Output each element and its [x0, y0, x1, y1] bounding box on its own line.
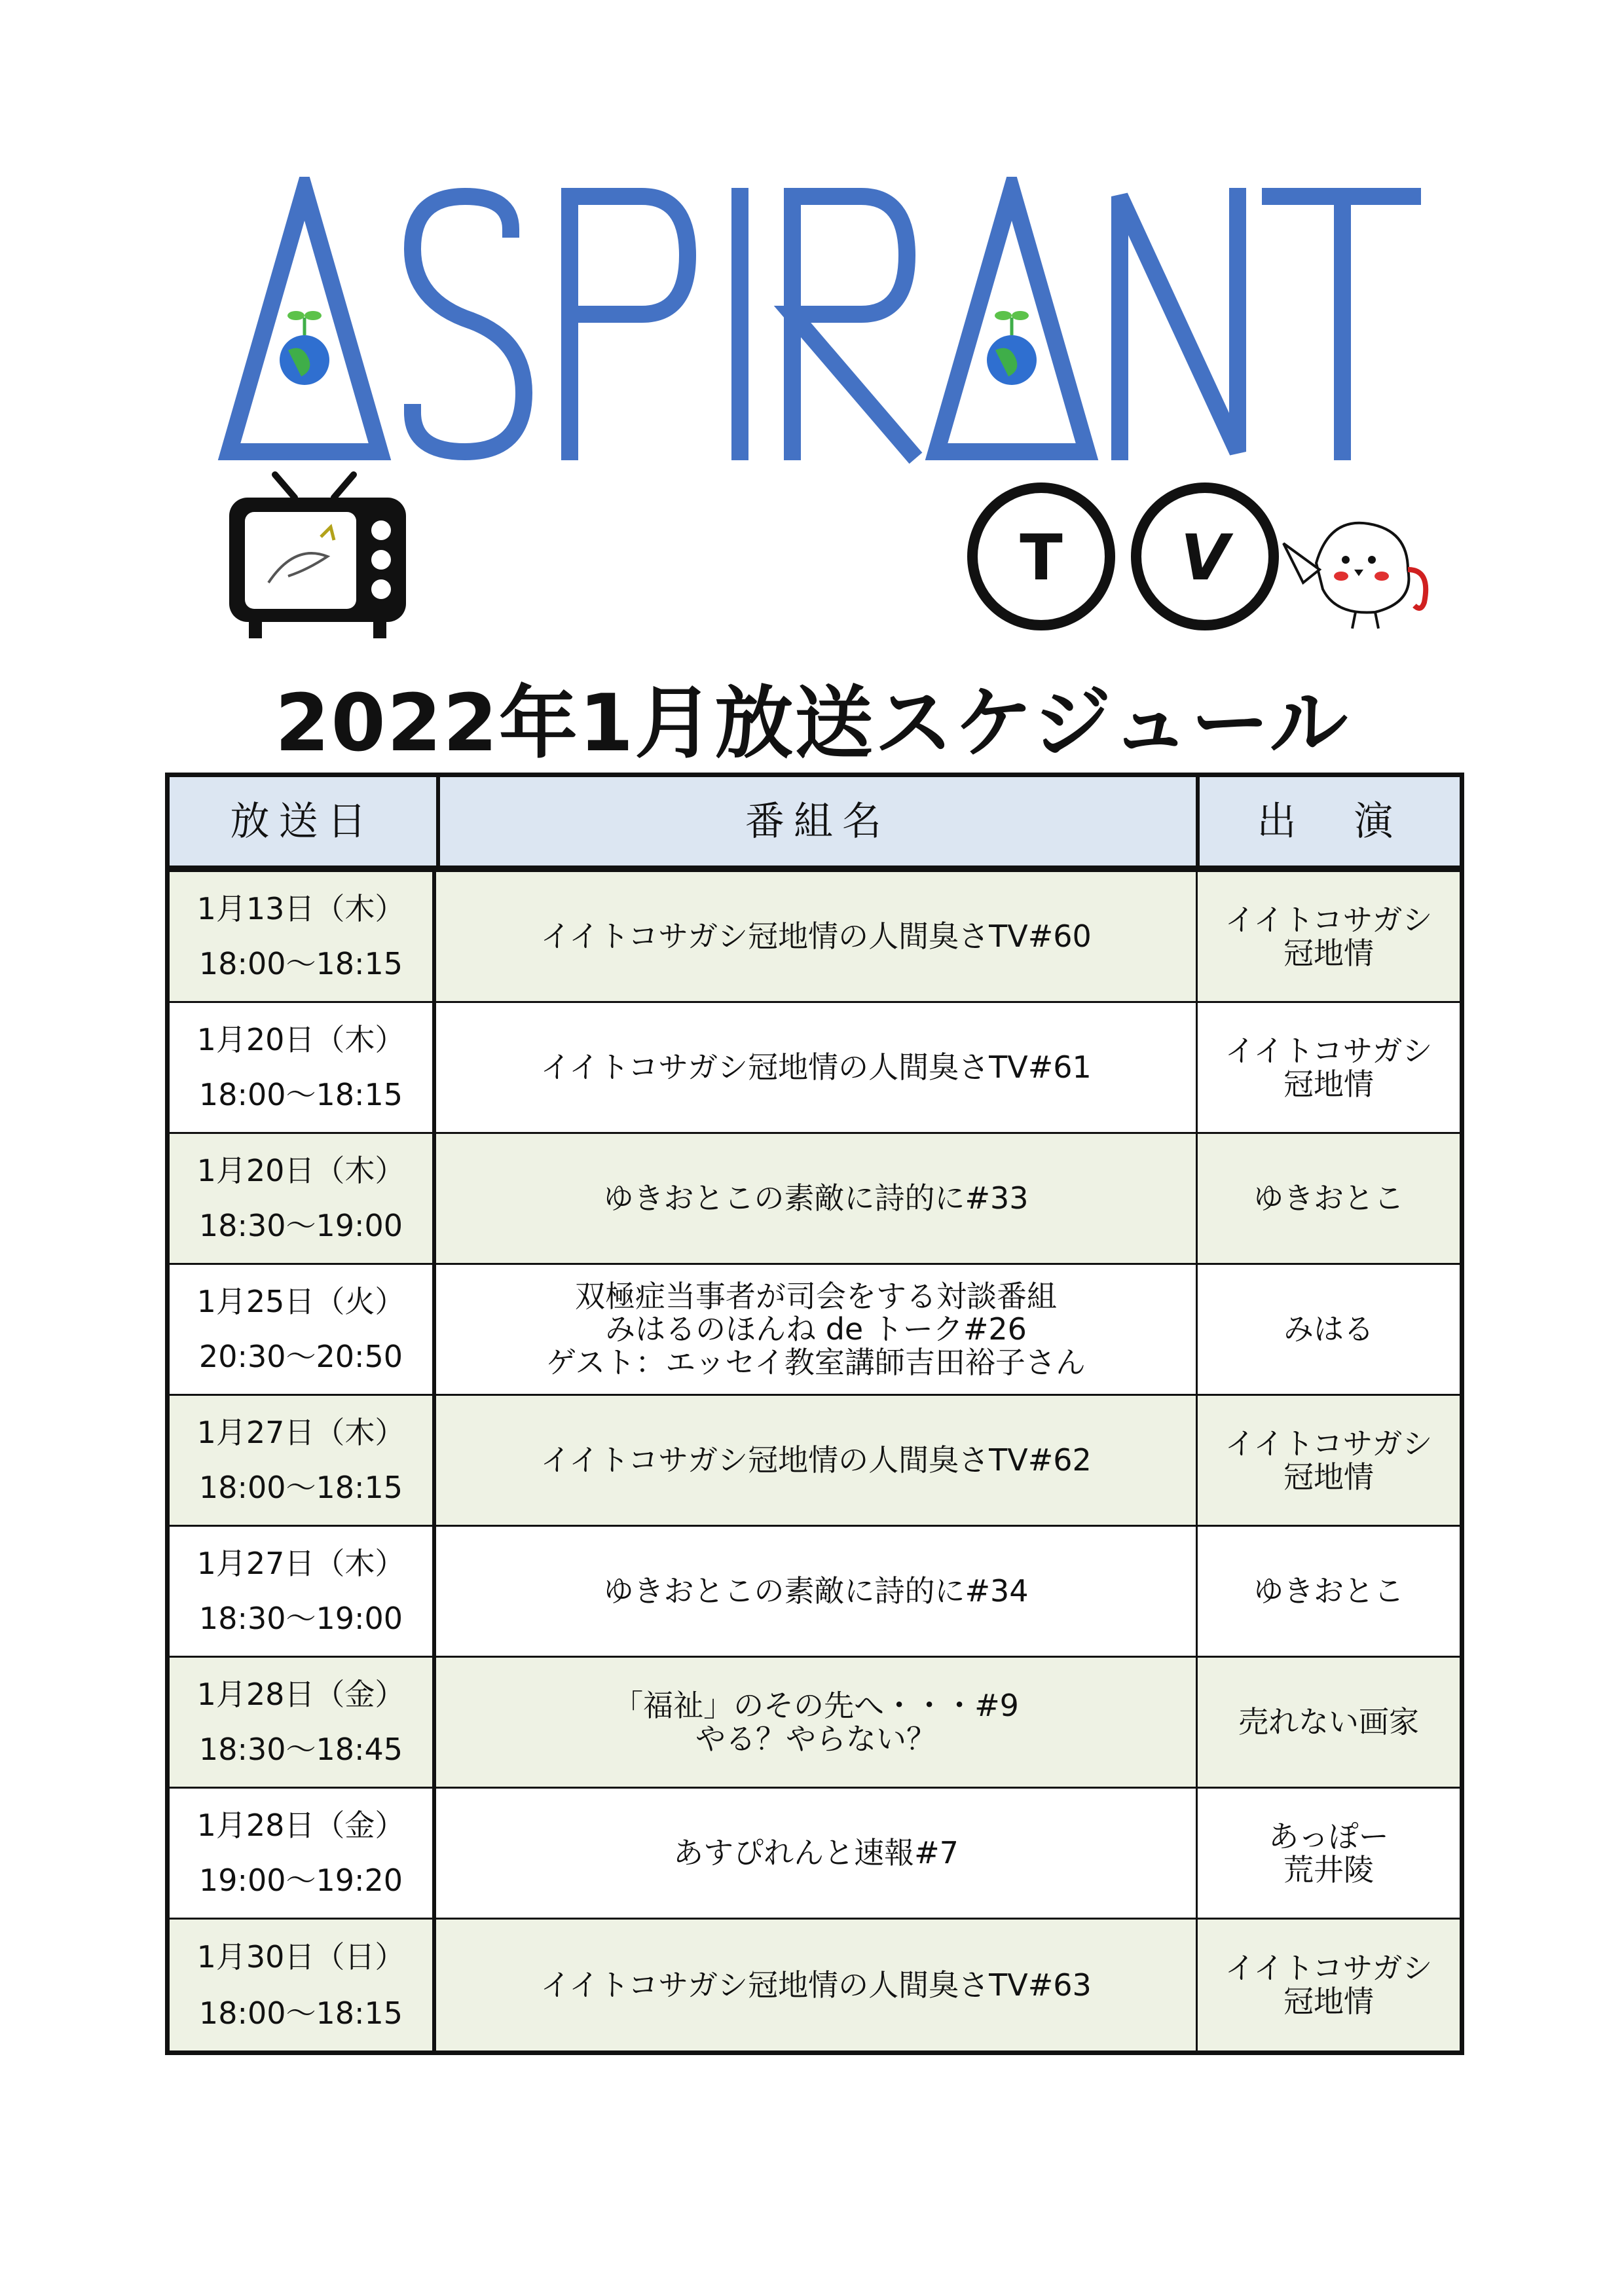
aspirant-wordmark [216, 177, 1421, 465]
cast-cell [1196, 872, 1460, 1001]
header-program: 番組名 [436, 777, 1196, 866]
program-name-line: イイトコサガシ冠地情の人間臭さTV#62 [540, 1442, 1092, 1478]
cast-name-line: 売れない画家 [1238, 1704, 1419, 1740]
globe-sprout-icon [280, 311, 329, 385]
cast-name-line: イイトコサガシ [1225, 1032, 1433, 1068]
program-name-line: 双極症当事者が司会をする対談番組 [575, 1278, 1057, 1314]
cast-name-line: 冠地情 [1283, 1984, 1374, 2019]
tv-set-icon [223, 471, 413, 642]
cast-name-line: イイトコサガシ [1225, 1950, 1433, 1986]
broadcast-date-cell [170, 1134, 436, 1263]
cast-cell [1196, 1920, 1460, 2050]
broadcast-time: 18:30〜19:00 [198, 1208, 403, 1244]
program-name-cell [436, 1003, 1196, 1132]
program-name-cell [436, 1658, 1196, 1787]
program-name-cell [436, 1265, 1196, 1394]
program-name-line: イイトコサガシ冠地情の人間臭さTV#60 [540, 919, 1092, 955]
broadcast-date-cell [170, 1920, 436, 2050]
program-name-cell [436, 1396, 1196, 1525]
cast-name-line: 冠地情 [1283, 1459, 1374, 1495]
aspirant-logo [216, 177, 1421, 465]
white-bird-icon [1283, 523, 1426, 629]
program-name-line: みはるのほんね de トーク#26 [605, 1311, 1027, 1347]
table-row [170, 1003, 1460, 1134]
table-row [170, 1789, 1460, 1920]
broadcast-time: 19:00〜19:20 [198, 1863, 403, 1899]
broadcast-time: 18:00〜18:15 [198, 946, 403, 982]
table-row [170, 1658, 1460, 1789]
cast-cell [1196, 1658, 1460, 1787]
table-row [170, 1527, 1460, 1658]
cast-name-line: イイトコサガシ [1225, 902, 1433, 938]
table-row [170, 1920, 1460, 2050]
logo-letter-t: T [1020, 521, 1063, 594]
program-name-cell [436, 1789, 1196, 1918]
cast-cell [1196, 1003, 1460, 1132]
broadcast-date-cell [170, 1396, 436, 1525]
broadcast-date-cell [170, 872, 436, 1001]
program-name-line: 「福祉」のその先へ・・・#9 [613, 1687, 1019, 1723]
program-name-cell [436, 872, 1196, 1001]
tv-badge [963, 471, 1434, 642]
cast-name-line: 荒井陵 [1283, 1851, 1374, 1887]
broadcast-time: 18:00〜18:15 [198, 1470, 403, 1506]
broadcast-date-cell [170, 1265, 436, 1394]
schedule-table [165, 773, 1464, 2055]
broadcast-date: 1月30日（日） [196, 1939, 405, 1975]
cast-cell [1196, 1265, 1460, 1394]
broadcast-date: 1月20日（木） [196, 1021, 405, 1057]
broadcast-time: 18:30〜18:45 [198, 1732, 403, 1768]
cast-name-line: イイトコサガシ [1225, 1425, 1433, 1461]
header-cast: 出 演 [1196, 777, 1460, 866]
broadcast-time: 18:30〜19:00 [198, 1601, 403, 1637]
header-date: 放送日 [230, 798, 376, 845]
table-row [170, 1265, 1460, 1396]
table-row [170, 872, 1460, 1003]
cast-name-line: あっぽー [1268, 1818, 1389, 1854]
program-name-line: イイトコサガシ冠地情の人間臭さTV#61 [540, 1049, 1092, 1085]
program-name-line: やる？やらない？ [695, 1721, 936, 1757]
broadcast-date: 1月27日（木） [196, 1414, 405, 1450]
cast-cell [1196, 1789, 1460, 1918]
page-title: 2022年1月放送スケジュール [274, 678, 1350, 769]
table-row [170, 1134, 1460, 1265]
broadcast-date: 1月13日（木） [196, 890, 405, 926]
broadcast-time: 18:00〜18:15 [198, 1077, 403, 1113]
cast-name-line: みはる [1283, 1311, 1374, 1347]
broadcast-date: 1月28日（金） [196, 1807, 405, 1843]
broadcast-date: 1月27日（木） [196, 1545, 405, 1581]
broadcast-date: 1月28日（金） [196, 1676, 405, 1712]
broadcast-date: 1月20日（木） [196, 1152, 405, 1188]
broadcast-date: 1月25日（火） [196, 1283, 405, 1319]
broadcast-date-cell [170, 1003, 436, 1132]
program-name-cell [436, 1920, 1196, 2050]
table-row [170, 1396, 1460, 1527]
cast-cell [1196, 1396, 1460, 1525]
logo-letter-v: V [1180, 521, 1230, 594]
cast-cell [1196, 1527, 1460, 1656]
program-name-line: ゆきおとこの素敵に詩的に#33 [603, 1180, 1029, 1216]
broadcast-date-cell [170, 1658, 436, 1787]
cast-name-line: 冠地情 [1283, 1066, 1374, 1102]
globe-sprout-icon [987, 311, 1037, 385]
program-name-line: あすぴれんと速報#7 [673, 1835, 959, 1871]
program-name-line: イイトコサガシ冠地情の人間臭さTV#63 [540, 1967, 1092, 2003]
program-name-cell [436, 1134, 1196, 1263]
program-name-line: ゲスト：エッセイ教室講師吉田裕子さん [546, 1344, 1086, 1380]
broadcast-date-cell [170, 1789, 436, 1918]
broadcast-date-cell [170, 1527, 436, 1656]
cast-name-line: ゆきおとこ [1253, 1573, 1404, 1609]
cast-cell [1196, 1134, 1460, 1263]
table-header-row [170, 777, 1460, 872]
program-name-cell [436, 1527, 1196, 1656]
cast-name-line: 冠地情 [1283, 935, 1374, 971]
program-name-line: ゆきおとこの素敵に詩的に#34 [603, 1573, 1029, 1609]
broadcast-time: 18:00〜18:15 [198, 1995, 403, 2031]
cast-name-line: ゆきおとこ [1253, 1180, 1404, 1216]
broadcast-time: 20:30〜20:50 [198, 1339, 403, 1375]
